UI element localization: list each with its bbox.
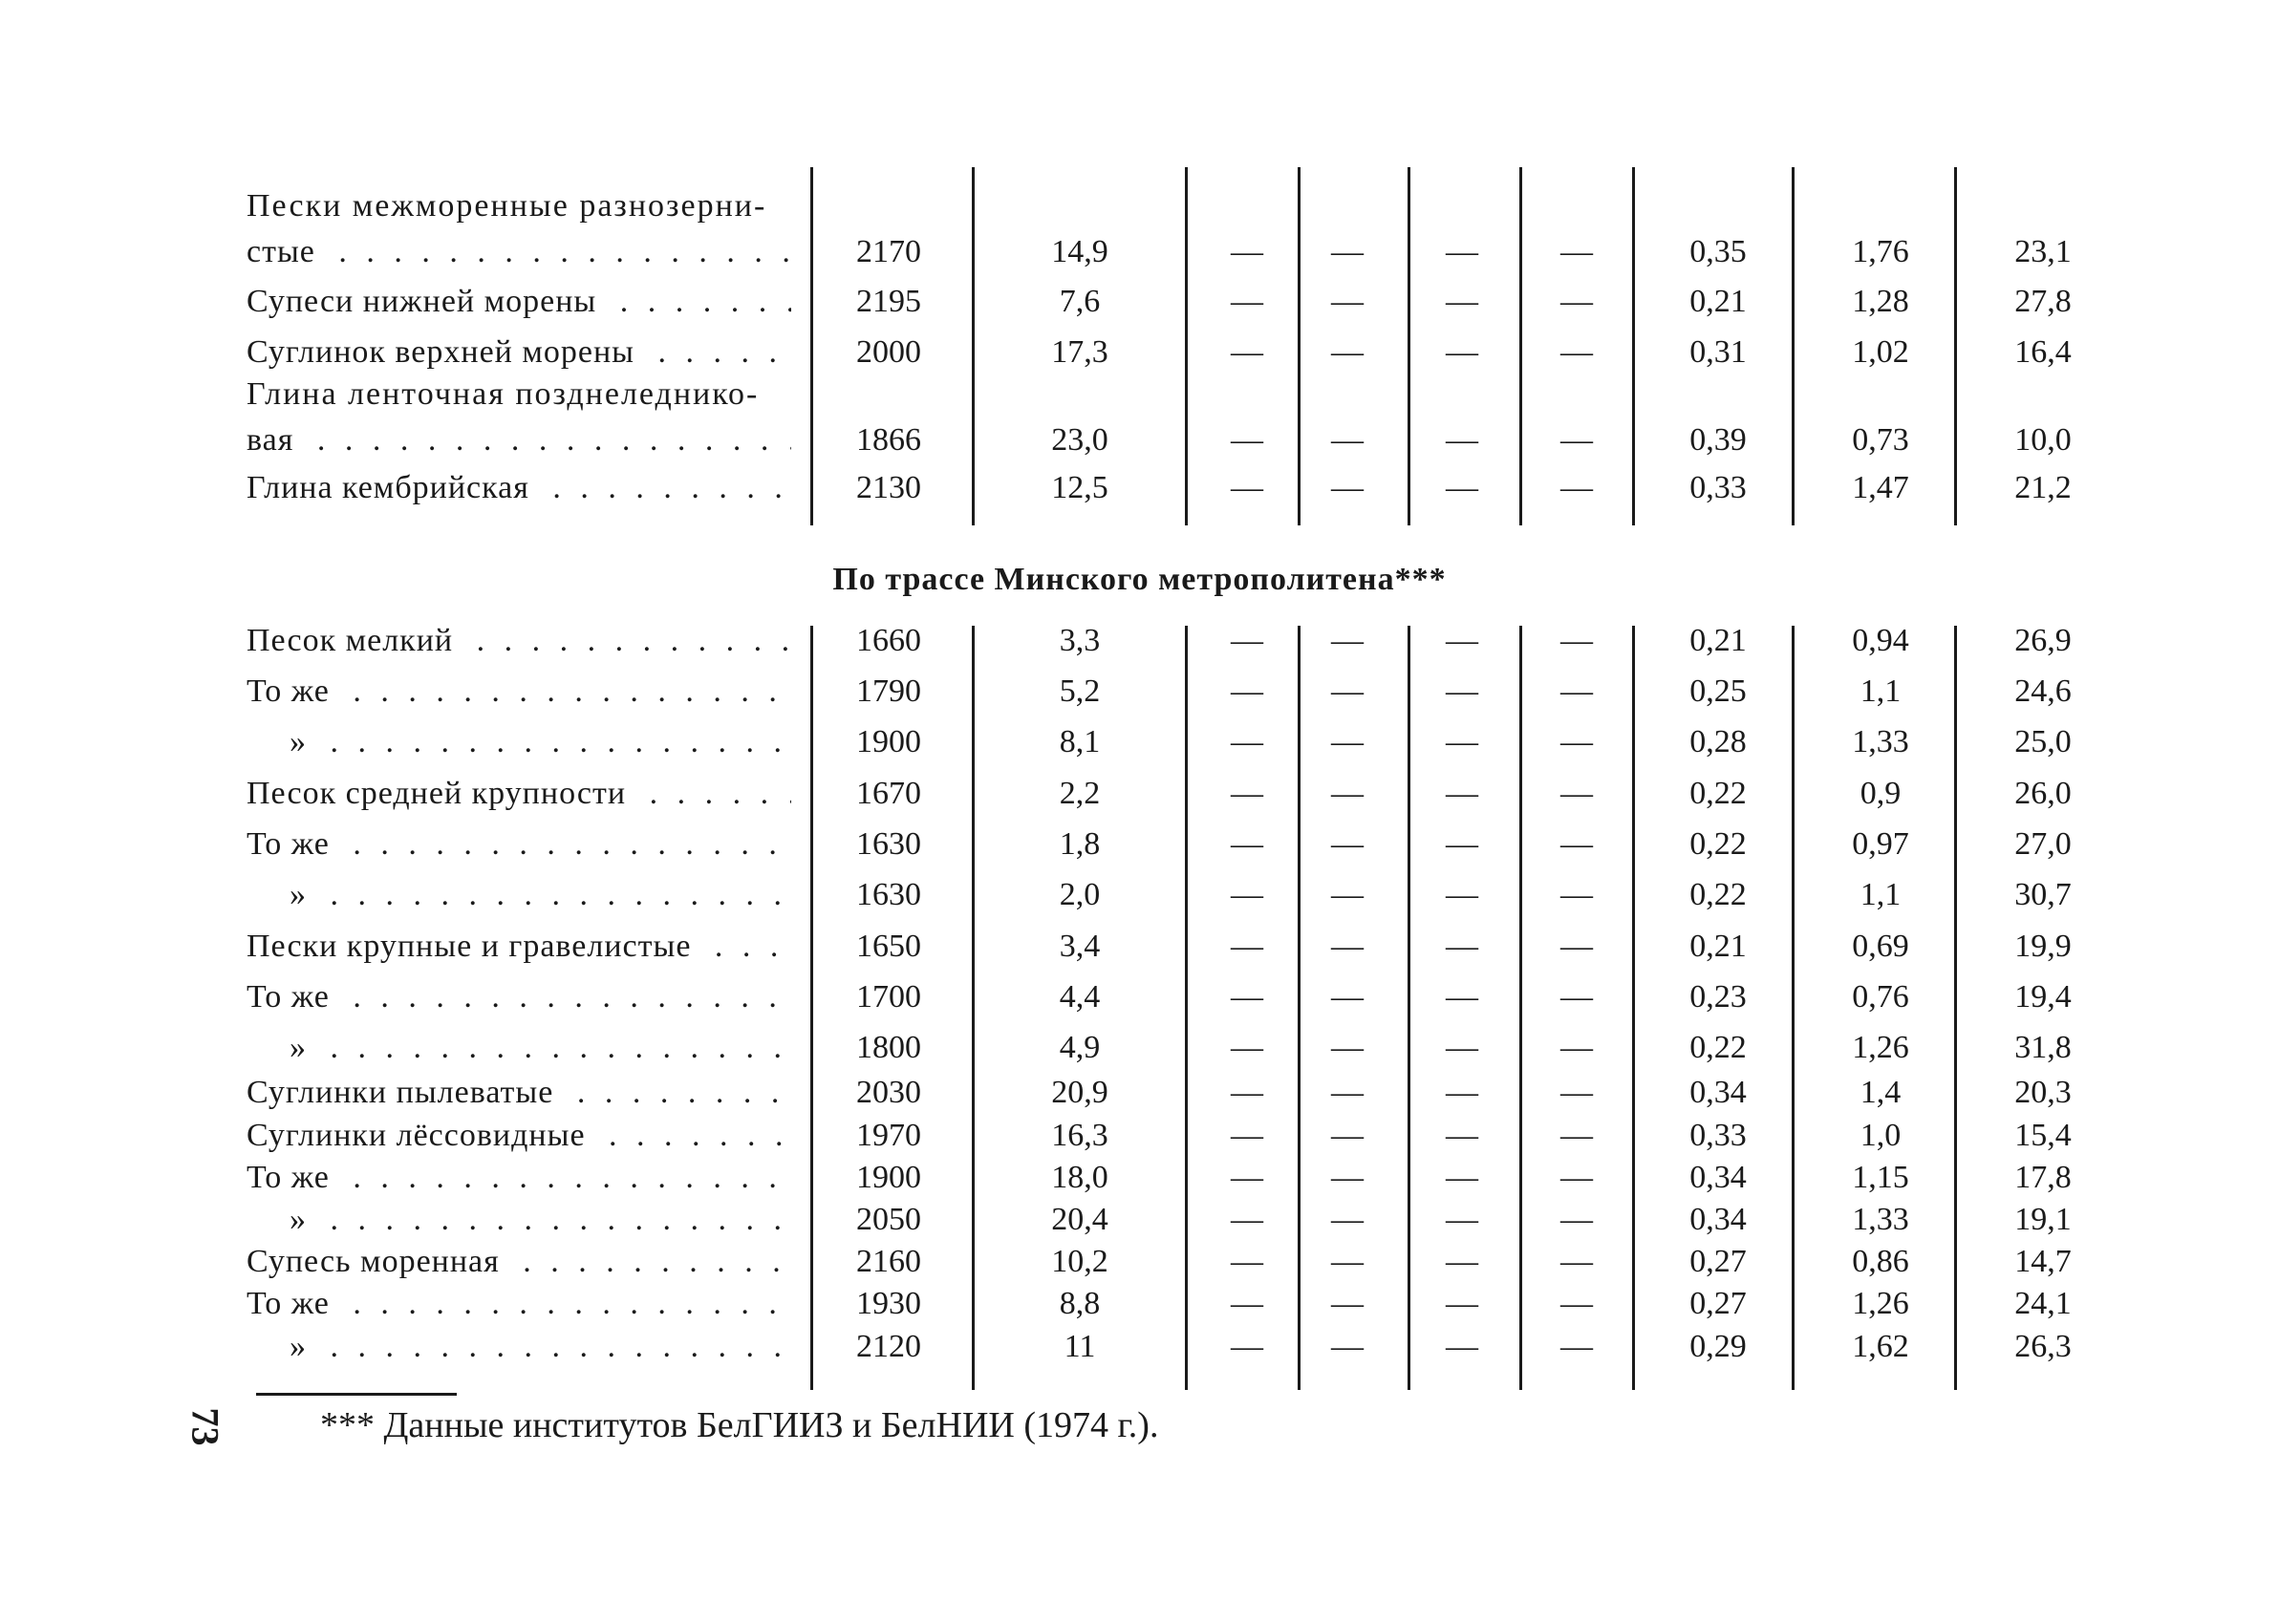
table-cell: 19,9 <box>2014 929 2072 964</box>
empty-cell-dash: — <box>1560 470 1593 505</box>
row-label-text: Песок мелкий <box>247 623 462 658</box>
empty-cell-dash: — <box>1446 234 1478 269</box>
table-row <box>0 1030 2279 1079</box>
row-label-text: » <box>290 1329 316 1364</box>
table-cell: 4,9 <box>1059 1030 1101 1065</box>
page-number: 73 <box>183 1407 227 1446</box>
table-cell: 8,1 <box>1059 724 1101 759</box>
empty-cell-dash: — <box>1331 1030 1364 1065</box>
section-title: По трассе Минского метрополитена*** <box>832 562 1447 597</box>
table-cell: 1670 <box>856 776 921 811</box>
row-label <box>290 1030 791 1066</box>
row-label-line1: Пески межморенные разнозерни- <box>247 188 767 224</box>
row-label <box>247 1160 791 1196</box>
empty-cell-dash: — <box>1560 234 1593 269</box>
empty-cell-dash: — <box>1231 673 1263 709</box>
table-cell: 2160 <box>856 1244 921 1279</box>
row-label <box>247 826 791 863</box>
table-row <box>0 376 2279 472</box>
table-cell: 7,6 <box>1059 284 1101 319</box>
empty-cell-dash: — <box>1331 979 1364 1015</box>
table-cell: 18,0 <box>1051 1160 1108 1195</box>
table-cell: 19,1 <box>2014 1202 2072 1237</box>
row-label <box>247 470 791 506</box>
table-cell: 1930 <box>856 1286 921 1321</box>
empty-cell-dash: — <box>1560 877 1593 912</box>
empty-cell-dash: — <box>1231 1118 1263 1153</box>
empty-cell-dash: — <box>1331 334 1364 370</box>
row-label <box>290 1202 791 1238</box>
empty-cell-dash: — <box>1560 1160 1593 1195</box>
table-row <box>0 470 2279 520</box>
footnote: *** Данные институтов БелГИИЗ и БелНИИ (1974 г.). <box>320 1405 1159 1445</box>
empty-cell-dash: — <box>1331 1244 1364 1279</box>
table-cell: 0,29 <box>1689 1329 1747 1364</box>
row-label-text: вая <box>247 422 303 458</box>
footnote-rule <box>256 1393 457 1396</box>
empty-cell-dash: — <box>1231 1030 1263 1065</box>
empty-cell-dash: — <box>1331 929 1364 964</box>
table-cell: 10,2 <box>1051 1244 1108 1279</box>
row-label-text: То же <box>247 1160 339 1195</box>
table-cell: 20,9 <box>1051 1075 1108 1110</box>
empty-cell-dash: — <box>1331 877 1364 912</box>
table-cell: 20,4 <box>1051 1202 1108 1237</box>
table-cell: 0,21 <box>1689 284 1747 319</box>
table-cell: 31,8 <box>2014 1030 2072 1065</box>
table-cell: 1660 <box>856 623 921 658</box>
empty-cell-dash: — <box>1560 1030 1593 1065</box>
table-cell: 26,0 <box>2014 776 2072 811</box>
table-cell: 14,9 <box>1051 234 1108 269</box>
row-label <box>290 1329 791 1365</box>
table-cell: 0,39 <box>1689 422 1747 458</box>
table-cell: 27,0 <box>2014 826 2072 862</box>
table-cell: 1,4 <box>1860 1075 1902 1110</box>
table-cell: 1,33 <box>1852 724 1909 759</box>
row-label-text: То же <box>247 979 339 1015</box>
row-label <box>247 623 791 659</box>
table-cell: 16,4 <box>2014 334 2072 370</box>
table-cell: 26,3 <box>2014 1329 2072 1364</box>
table-cell: 1790 <box>856 673 921 709</box>
empty-cell-dash: — <box>1331 1202 1364 1237</box>
table-cell: 1630 <box>856 826 921 862</box>
empty-cell-dash: — <box>1331 234 1364 269</box>
empty-cell-dash: — <box>1231 334 1263 370</box>
empty-cell-dash: — <box>1331 422 1364 458</box>
table-cell: 4,4 <box>1059 979 1101 1015</box>
table-cell: 0,76 <box>1852 979 1909 1015</box>
empty-cell-dash: — <box>1560 334 1593 370</box>
row-label <box>290 877 791 913</box>
table-cell: 20,3 <box>2014 1075 2072 1110</box>
empty-cell-dash: — <box>1331 776 1364 811</box>
table-row <box>0 877 2279 927</box>
empty-cell-dash: — <box>1560 776 1593 811</box>
row-label-text: Глина кембрийская <box>247 470 539 505</box>
empty-cell-dash: — <box>1560 1244 1593 1279</box>
table-row <box>0 776 2279 825</box>
empty-cell-dash: — <box>1231 1329 1263 1364</box>
table-cell: 1,47 <box>1852 470 1909 505</box>
empty-cell-dash: — <box>1331 673 1364 709</box>
empty-cell-dash: — <box>1446 1202 1478 1237</box>
table-cell: 0,33 <box>1689 1118 1747 1153</box>
empty-cell-dash: — <box>1446 826 1478 862</box>
empty-cell-dash: — <box>1231 979 1263 1015</box>
empty-cell-dash: — <box>1560 284 1593 319</box>
row-label <box>247 979 791 1015</box>
table-cell: 0,34 <box>1689 1075 1747 1110</box>
empty-cell-dash: — <box>1560 929 1593 964</box>
empty-cell-dash: — <box>1560 1202 1593 1237</box>
empty-cell-dash: — <box>1231 929 1263 964</box>
empty-cell-dash: — <box>1231 776 1263 811</box>
table-cell: 2130 <box>856 470 921 505</box>
row-label-text: Суглинки лёссовидные <box>247 1118 595 1153</box>
empty-cell-dash: — <box>1231 470 1263 505</box>
empty-cell-dash: — <box>1231 1160 1263 1195</box>
table-cell: 0,27 <box>1689 1244 1747 1279</box>
table-cell: 12,5 <box>1051 470 1108 505</box>
table-cell: 0,22 <box>1689 877 1747 912</box>
table-row <box>0 1329 2279 1378</box>
row-label <box>247 1075 791 1111</box>
empty-cell-dash: — <box>1446 1286 1478 1321</box>
table-cell: 24,6 <box>2014 673 2072 709</box>
table-cell: 0,22 <box>1689 826 1747 862</box>
empty-cell-dash: — <box>1231 623 1263 658</box>
empty-cell-dash: — <box>1331 284 1364 319</box>
empty-cell-dash: — <box>1231 234 1263 269</box>
empty-cell-dash: — <box>1560 1286 1593 1321</box>
empty-cell-dash: — <box>1231 826 1263 862</box>
empty-cell-dash: — <box>1231 284 1263 319</box>
table-cell: 14,7 <box>2014 1244 2072 1279</box>
row-label <box>247 422 791 459</box>
empty-cell-dash: — <box>1446 929 1478 964</box>
table-cell: 3,3 <box>1059 623 1101 658</box>
table-cell: 1,62 <box>1852 1329 1909 1364</box>
table-cell: 0,21 <box>1689 623 1747 658</box>
table-cell: 17,8 <box>2014 1160 2072 1195</box>
row-label-text: » <box>290 1030 316 1065</box>
table-cell: 2,0 <box>1059 877 1101 912</box>
table-cell: 1,02 <box>1852 334 1909 370</box>
table-cell: 1700 <box>856 979 921 1015</box>
empty-cell-dash: — <box>1560 623 1593 658</box>
empty-cell-dash: — <box>1231 877 1263 912</box>
empty-cell-dash: — <box>1446 470 1478 505</box>
row-label-text: » <box>290 877 316 912</box>
table-cell: 8,8 <box>1059 1286 1101 1321</box>
empty-cell-dash: — <box>1331 826 1364 862</box>
empty-cell-dash: — <box>1560 724 1593 759</box>
table-cell: 0,86 <box>1852 1244 1909 1279</box>
empty-cell-dash: — <box>1446 673 1478 709</box>
table-cell: 0,33 <box>1689 470 1747 505</box>
empty-cell-dash: — <box>1331 470 1364 505</box>
table-row <box>0 979 2279 1029</box>
row-label <box>247 1118 791 1154</box>
table-cell: 0,73 <box>1852 422 1909 458</box>
empty-cell-dash: — <box>1560 1118 1593 1153</box>
row-label <box>247 776 791 812</box>
table-cell: 0,69 <box>1852 929 1909 964</box>
table-cell: 3,4 <box>1059 929 1101 964</box>
row-label <box>247 1286 791 1322</box>
table-cell: 1,76 <box>1852 234 1909 269</box>
table-cell: 1,1 <box>1860 673 1902 709</box>
table-row <box>0 284 2279 333</box>
table-cell: 1900 <box>856 724 921 759</box>
empty-cell-dash: — <box>1560 1329 1593 1364</box>
table-cell: 2050 <box>856 1202 921 1237</box>
table-cell: 0,34 <box>1689 1202 1747 1237</box>
row-label-text: стые <box>247 234 325 269</box>
table-cell: 24,1 <box>2014 1286 2072 1321</box>
table-cell: 1866 <box>856 422 921 458</box>
empty-cell-dash: — <box>1231 422 1263 458</box>
table-cell: 23,1 <box>2014 234 2072 269</box>
empty-cell-dash: — <box>1560 422 1593 458</box>
row-label-text: Суглинок верхней морены <box>247 334 644 370</box>
row-label-text: » <box>290 724 316 759</box>
table-cell: 1970 <box>856 1118 921 1153</box>
table-cell: 0,27 <box>1689 1286 1747 1321</box>
table-cell: 1,28 <box>1852 284 1909 319</box>
empty-cell-dash: — <box>1331 1118 1364 1153</box>
table-cell: 0,23 <box>1689 979 1747 1015</box>
table-cell: 1,1 <box>1860 877 1902 912</box>
table-cell: 0,31 <box>1689 334 1747 370</box>
table-cell: 0,21 <box>1689 929 1747 964</box>
table-cell: 2000 <box>856 334 921 370</box>
empty-cell-dash: — <box>1446 724 1478 759</box>
table-cell: 25,0 <box>2014 724 2072 759</box>
table-cell: 0,22 <box>1689 776 1747 811</box>
row-label <box>247 284 791 320</box>
empty-cell-dash: — <box>1446 979 1478 1015</box>
table-cell: 0,28 <box>1689 724 1747 759</box>
row-label <box>247 673 791 710</box>
empty-cell-dash: — <box>1446 422 1478 458</box>
table-row <box>0 623 2279 673</box>
table-cell: 10,0 <box>2014 422 2072 458</box>
empty-cell-dash: — <box>1446 1160 1478 1195</box>
empty-cell-dash: — <box>1331 1075 1364 1110</box>
empty-cell-dash: — <box>1446 623 1478 658</box>
table-row <box>0 724 2279 774</box>
table-cell: 17,3 <box>1051 334 1108 370</box>
row-label <box>247 234 791 270</box>
empty-cell-dash: — <box>1560 1075 1593 1110</box>
empty-cell-dash: — <box>1560 979 1593 1015</box>
row-label <box>247 334 791 371</box>
row-label-text: То же <box>247 826 339 862</box>
table-cell: 16,3 <box>1051 1118 1108 1153</box>
empty-cell-dash: — <box>1231 1202 1263 1237</box>
row-label-text: Песок средней крупности <box>247 776 635 811</box>
empty-cell-dash: — <box>1231 1244 1263 1279</box>
table-cell: 2,2 <box>1059 776 1101 811</box>
row-label-text: Супеси нижней морены <box>247 284 606 319</box>
table-cell: 0,35 <box>1689 234 1747 269</box>
table-cell: 26,9 <box>2014 623 2072 658</box>
table-row <box>0 673 2279 723</box>
table-cell: 1900 <box>856 1160 921 1195</box>
table-cell: 0,25 <box>1689 673 1747 709</box>
table-cell: 2195 <box>856 284 921 319</box>
empty-cell-dash: — <box>1560 826 1593 862</box>
empty-cell-dash: — <box>1231 724 1263 759</box>
table-row <box>0 188 2279 284</box>
table-cell: 2170 <box>856 234 921 269</box>
row-label <box>247 929 791 965</box>
table-cell: 0,22 <box>1689 1030 1747 1065</box>
empty-cell-dash: — <box>1446 284 1478 319</box>
row-label-text: Суглинки пылеватые <box>247 1075 563 1110</box>
table-cell: 19,4 <box>2014 979 2072 1015</box>
table-cell: 30,7 <box>2014 877 2072 912</box>
table-row <box>0 929 2279 978</box>
table-cell: 1800 <box>856 1030 921 1065</box>
table-row <box>0 826 2279 876</box>
empty-cell-dash: — <box>1231 1286 1263 1321</box>
table-cell: 23,0 <box>1051 422 1108 458</box>
table-cell: 1,8 <box>1059 826 1101 862</box>
table-cell: 0,34 <box>1689 1160 1747 1195</box>
empty-cell-dash: — <box>1560 673 1593 709</box>
row-label-text: Супесь моренная <box>247 1244 509 1279</box>
table-cell: 2120 <box>856 1329 921 1364</box>
empty-cell-dash: — <box>1446 1329 1478 1364</box>
empty-cell-dash: — <box>1231 1075 1263 1110</box>
empty-cell-dash: — <box>1331 1160 1364 1195</box>
row-label <box>247 1244 791 1280</box>
empty-cell-dash: — <box>1446 334 1478 370</box>
row-label-text: Пески крупные и гравелистые <box>247 929 700 964</box>
table-cell: 0,94 <box>1852 623 1909 658</box>
empty-cell-dash: — <box>1446 877 1478 912</box>
table-cell: 27,8 <box>2014 284 2072 319</box>
table-cell: 15,4 <box>2014 1118 2072 1153</box>
table-cell: 1,26 <box>1852 1030 1909 1065</box>
table-cell: 0,9 <box>1860 776 1902 811</box>
empty-cell-dash: — <box>1446 1030 1478 1065</box>
empty-cell-dash: — <box>1331 1286 1364 1321</box>
table-cell: 2030 <box>856 1075 921 1110</box>
table-cell: 1,26 <box>1852 1286 1909 1321</box>
table-cell: 1,15 <box>1852 1160 1909 1195</box>
empty-cell-dash: — <box>1446 1118 1478 1153</box>
row-label-text: То же <box>247 1286 339 1321</box>
row-label-line1: Глина ленточная позднеледнико- <box>247 376 760 412</box>
table-cell: 11 <box>1064 1329 1096 1364</box>
table-cell: 1650 <box>856 929 921 964</box>
row-label-text: » <box>290 1202 316 1237</box>
table-cell: 1630 <box>856 877 921 912</box>
table-cell: 21,2 <box>2014 470 2072 505</box>
empty-cell-dash: — <box>1446 1075 1478 1110</box>
empty-cell-dash: — <box>1331 1329 1364 1364</box>
table-cell: 5,2 <box>1059 673 1101 709</box>
row-label-text: То же <box>247 673 339 709</box>
row-label <box>290 724 791 760</box>
table-cell: 1,0 <box>1860 1118 1902 1153</box>
empty-cell-dash: — <box>1331 724 1364 759</box>
empty-cell-dash: — <box>1446 1244 1478 1279</box>
table-cell: 1,33 <box>1852 1202 1909 1237</box>
empty-cell-dash: — <box>1446 776 1478 811</box>
table-cell: 0,97 <box>1852 826 1909 862</box>
empty-cell-dash: — <box>1331 623 1364 658</box>
